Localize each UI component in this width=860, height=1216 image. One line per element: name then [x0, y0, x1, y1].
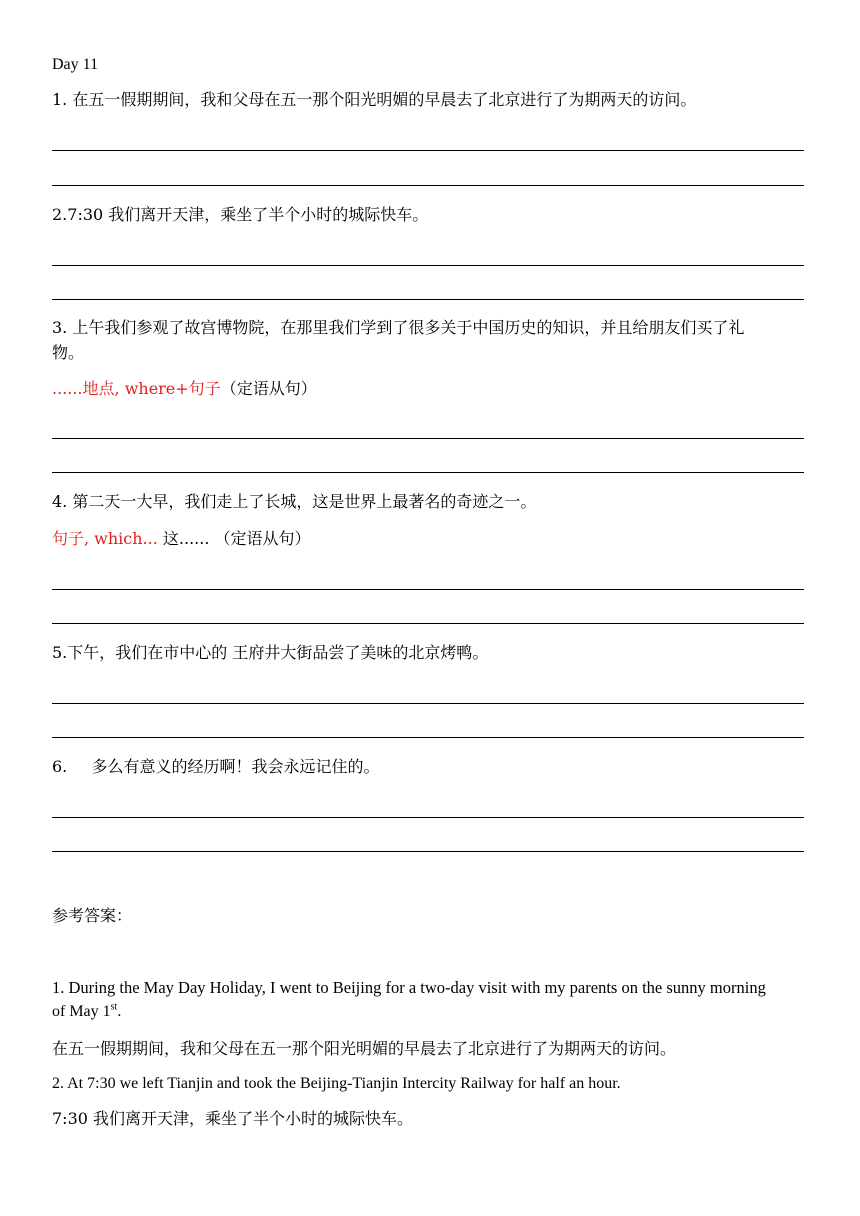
answer-line[interactable] — [52, 737, 804, 738]
question-number: 6. — [52, 757, 68, 776]
question-text: 下午，我们在市中心的 王府井大街品尝了美味的北京烤鸭。 — [67, 643, 489, 662]
answer-line[interactable] — [52, 472, 804, 473]
question-3-continued: 物。 — [52, 343, 85, 362]
answer-line[interactable] — [52, 265, 804, 266]
question-text: 多么有意义的经历啊！我会永远记住的。 — [91, 757, 380, 776]
question-number: 1. — [52, 90, 68, 109]
question-text-line1: 上午我们参观了故宫博物院，在那里我们学到了很多关于中国历史的知识，并且给朋友们买了礼 — [72, 318, 745, 337]
answer-1-english-text: of May 1 — [52, 1003, 111, 1020]
question-2 — [52, 203, 428, 227]
answer-line[interactable] — [52, 299, 804, 300]
question-4-hint — [52, 527, 311, 551]
question-number: 4. — [52, 492, 68, 511]
answer-line[interactable] — [52, 851, 804, 852]
answer-1-chinese: 在五一假期期间，我和父母在五一那个阳光明媚的早晨去了北京进行了为期两天的访问。 — [52, 1039, 677, 1058]
question-6 — [52, 755, 379, 779]
question-text: 7:30 我们离开天津，乘坐了半个小时的城际快车。 — [67, 205, 429, 224]
answer-line[interactable] — [52, 623, 804, 624]
answer-line[interactable] — [52, 438, 804, 439]
answer-2-chinese: 7:30 我们离开天津，乘坐了半个小时的城际快车。 — [52, 1109, 414, 1128]
answer-2-english: 2. At 7:30 we left Tianjin and took the Beijing-Tianjin Intercity Railway for half an hour. — [52, 1075, 621, 1092]
hint-red: ......地点, where+句子 — [52, 379, 221, 398]
question-text: 在五一假期期间，我和父母在五一那个阳光明媚的早晨去了北京进行了为期两天的访问。 — [72, 90, 697, 109]
answer-line[interactable] — [52, 589, 804, 590]
ordinal-suffix: st — [110, 1001, 118, 1013]
answer-line[interactable] — [52, 150, 804, 151]
answer-line[interactable] — [52, 185, 804, 186]
hint-text: 这...... （定语从句） — [162, 529, 311, 548]
question-text: 第二天一大早，我们走上了长城，这是世界上最著名的奇迹之一。 — [72, 492, 537, 511]
answer-line[interactable] — [52, 817, 804, 818]
answers-heading: 参考答案： — [52, 906, 133, 925]
question-number: 5. — [52, 643, 68, 662]
day-title: Day 11 — [52, 56, 99, 73]
question-4 — [52, 490, 536, 514]
question-3 — [52, 316, 744, 340]
question-5 — [52, 641, 488, 665]
answer-line[interactable] — [52, 703, 804, 704]
question-3-hint — [52, 377, 317, 401]
question-number: 2. — [52, 205, 68, 224]
question-1 — [52, 88, 696, 112]
question-number: 3. — [52, 318, 68, 337]
answer-1-english-line1: 1. During the May Day Holiday, I went to Beijing for a two-day visit with my parents on the sunny morning — [52, 978, 766, 997]
hint-red: 句子, which... — [52, 529, 158, 548]
answer-1-english-end: . — [117, 1003, 122, 1020]
hint-text: （定语从句） — [220, 379, 317, 398]
answer-1-english-line2 — [52, 1000, 121, 1024]
